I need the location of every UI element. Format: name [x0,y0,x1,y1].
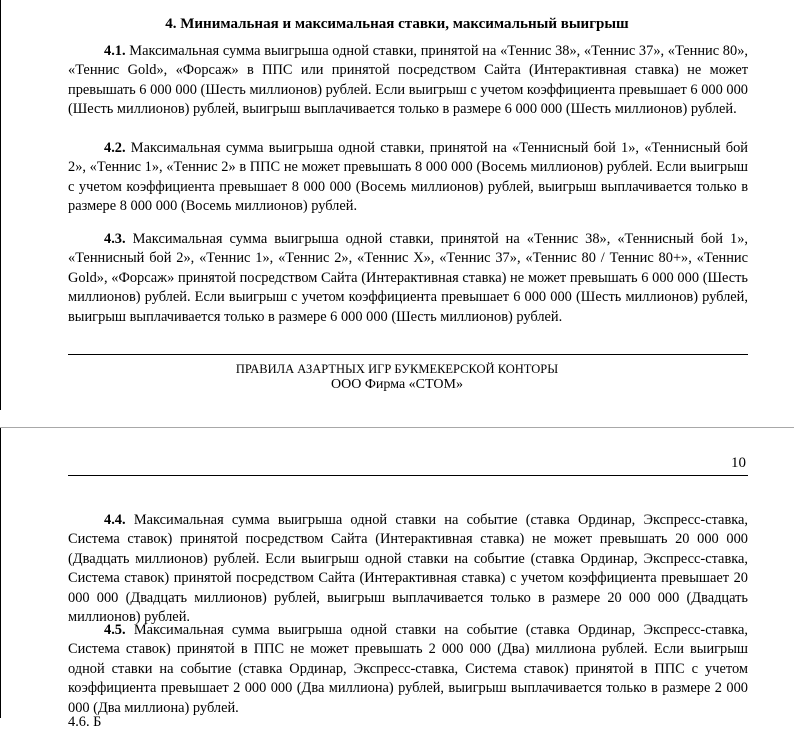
header-divider [68,475,748,476]
paragraph-text: Максимальная сумма выигрыша одной ставки, принятой на «Теннис 38», «Теннис 37», «Теннис 80», «Теннис Gold», «Форсаж» в ППС или принятой посредством Сайта (Интерактивная ставка) не может превышать 6 000 000 (Шесть миллионов) рублей. Если выигрыш с учетом коэффициента превышает 6 000 000 (Шесть миллионов) рублей, выигрыш выплачивается только в размере 6 000 000 (Шесть миллионов) рублей. [68,43,748,118]
section-title: 4. Минимальная и максимальная ставки, максимальный выигрыш [165,16,629,32]
paragraph-4-2 [68,139,748,217]
paragraph-text: Максимальная сумма выигрыша одной ставки, принятой на «Теннис 38», «Теннисный бой 1», «Теннисный бой 2», «Теннис 1», «Теннис 2», «Теннис X», «Теннис 37», «Теннис 80 / Теннис 80+», «Теннис Gold», «Форсаж» принятой посредством Сайта (Интерактивная ставка) не может превышать 6 000 000 (Шесть миллионов) рублей. Если выигрыш с учетом коэффициента превышает 6 000 000 (Шесть миллионов) рублей, выигрыш выплачивается только в размере 6 000 000 (Шесть миллионов) рублей. [68,231,748,325]
page-left-edge [0,0,1,410]
page-left-edge [0,428,1,718]
document-page-2 [0,428,794,730]
page-number: 10 [731,455,746,471]
paragraph-text: Максимальная сумма выигрыша одной ставки на событие (ставка Ординар, Экспресс-ставка, Система ставок) принятой посредством Сайта (Интерактивная ставка) не может превышать 20 000 000 (Двадцать миллионов) рублей. Если выигрыш одной ставки на событие (ставка Ординар, Экспресс-ставка, Система ставок) принятой посредством Сайта (Интерактивная ставка) с учетом коэффициента превышает 20 000 000 (Двадцать миллионов) рублей, выигрыш выплачивается только в размере 20 000 000 (Двадцать миллионов) рублей. [68,512,748,626]
paragraph-number: 4.4. [104,512,126,528]
cut-off-paragraph-4-6: 4.6. Б [68,714,102,730]
paragraph-text: Максимальная сумма выигрыша одной ставки, принятой на «Теннисный бой 1», «Теннисный бой 2», «Теннис 1», «Теннис 2» в ППС не может превышать 8 000 000 (Восемь миллионов) рублей. Если выигрыш с учетом коэффициента превышает 8 000 000 (Восемь миллионов) рублей, выигрыш выплачивается только в размере 8 000 000 (Восемь миллионов) рублей. [68,140,748,215]
paragraph-text: Максимальная сумма выигрыша одной ставки на событие (ставка Ординар, Экспресс-ставка, Система ставок) принятой в ППС не может превышать 2 000 000 (Два) миллиона рублей. Если выигрыш одной ставки на событие (ставка Ординар, Экспресс-ставка, Система ставок) принятой в ППС с учетом коэффициента превышает 2 000 000 (Два миллиона) рублей, выигрыш выплачивается только в размере 2 000 000 (Два миллиона) рублей. [68,622,748,716]
paragraph-number: 4.3. [104,231,126,247]
page-gap [0,410,794,428]
paragraph-number: 4.1. [104,43,126,59]
footer-divider [68,354,748,355]
paragraph-4-1 [68,42,748,120]
footer-rules-title: ПРАВИЛА АЗАРТНЫХ ИГР БУКМЕКЕРСКОЙ КОНТОРЫ [235,362,559,376]
footer-company: ООО Фирма «СТОМ» [331,377,463,392]
paragraph-number: 4.2. [104,140,126,156]
paragraph-4-3 [68,230,748,327]
paragraph-4-5 [68,621,748,718]
paragraph-number: 4.5. [104,622,126,638]
paragraph-4-4 [68,511,748,627]
